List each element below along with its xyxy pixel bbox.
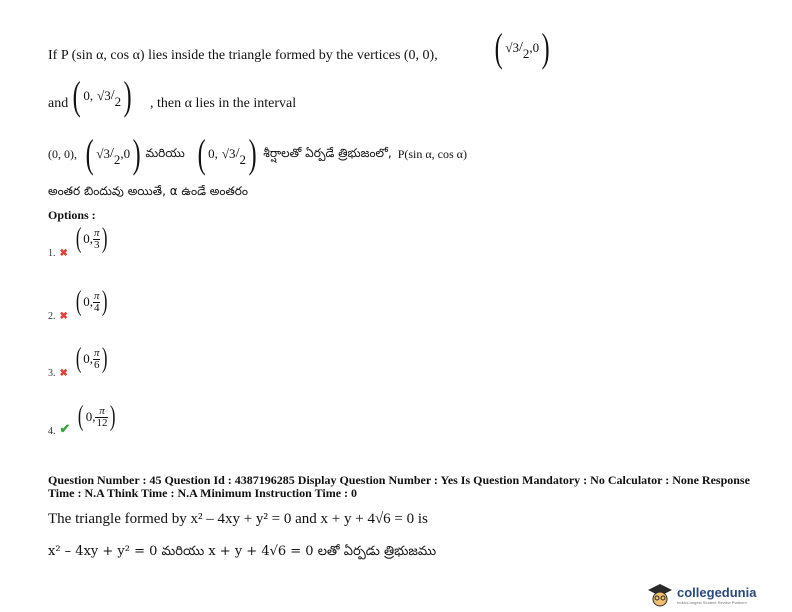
- left-paren: (: [197, 131, 206, 176]
- logo-mascot-icon: [646, 582, 674, 608]
- option-prefix: 0,: [83, 231, 93, 246]
- q1-line1: [48, 48, 438, 64]
- question-meta-line1: Question Number : 45 Question Id : 4387196285 Display Question Number : Yes Is Question Mandatory : No Calculator : None Response: [48, 473, 750, 487]
- q2-telugu: x² – 4xy + y² = 0 మరియు x + y + 4√6 = 0 లతో ఏర్పడు త్రిభుజము: [48, 544, 437, 559]
- q1-line2-tail: , then α lies in the interval: [150, 96, 297, 111]
- options-label: Options :: [48, 208, 96, 222]
- q1-telugu-line2: అంతర బిందువు అయితే, α ఉండే అంతరం: [48, 184, 248, 198]
- q1-telugu-line1: (0, 0), ( √3 / 2 ,0 ) మరియు ( 0, √3 / 2 ) శీర్షాలతో ఏర్పడే త్రిభుజంలో, P(sin α, cos α): [48, 131, 467, 176]
- left-paren: (: [72, 73, 81, 118]
- right-paren: ): [248, 131, 257, 176]
- check-icon: ✔: [59, 421, 71, 436]
- vertex2-tail: ,0: [529, 40, 540, 55]
- option-expression: ( 0, $\frac{\pi}{12}$ ): [78, 401, 116, 432]
- option-number: 2.: [48, 311, 56, 322]
- te-start: (0, 0),: [48, 146, 77, 161]
- q1-and: and: [48, 96, 69, 111]
- collegedunia-logo: [646, 582, 756, 608]
- q1-vertex3: ( 0, √3 / 2 ): [72, 73, 132, 118]
- te-v2-den: 2: [113, 152, 121, 167]
- right-paren: ): [132, 131, 141, 176]
- right-paren: ): [123, 73, 132, 118]
- q1-vertex2: ( √3 / 2 ,0 ): [494, 25, 550, 70]
- vertex3-sqrt: √3: [97, 88, 111, 103]
- cross-icon: ✖: [59, 248, 68, 259]
- te-v2-sqrt: √3: [96, 146, 110, 161]
- option-3[interactable]: [48, 342, 110, 379]
- option-number: 1.: [48, 248, 56, 259]
- te-mariyu: మరియు: [145, 145, 185, 160]
- option-number: 3.: [48, 368, 56, 379]
- logo-tagline: India's largest Student Review Platform: [677, 600, 747, 605]
- te-end: P(sin α, cos α): [397, 146, 467, 161]
- cross-icon: ✖: [59, 368, 68, 379]
- option-expression: ( 0, $\frac{\pi}{6}$ ): [75, 343, 108, 374]
- left-paren: (: [494, 25, 503, 70]
- option-4[interactable]: [48, 400, 118, 437]
- option-number: 4.: [48, 426, 56, 437]
- question-meta-line2: Time : N.A Think Time : N.A Minimum Instruction Time : 0: [48, 486, 358, 500]
- vertex3-head: 0,: [83, 88, 94, 103]
- vertex2-sqrt: √3: [505, 40, 519, 55]
- right-paren: ): [541, 25, 550, 70]
- option-1[interactable]: [48, 222, 110, 259]
- te-v3-den: 2: [239, 152, 246, 167]
- te-v3-sqrt: √3: [221, 146, 236, 161]
- q1-line1-text: If P (sin α, cos α) lies inside the triangle formed by the vertices (0, 0),: [48, 48, 438, 63]
- vertex2-den: 2: [522, 46, 530, 61]
- left-paren: (: [85, 131, 94, 176]
- option-expression: ( 0, $\frac{\pi}{4}$ ): [75, 286, 108, 317]
- option-prefix: 0,: [83, 351, 93, 366]
- te-mid: శీర్షాలతో ఏర్పడే త్రిభుజంలో,: [263, 145, 392, 160]
- te-v3-head: 0,: [208, 146, 218, 161]
- te-v2-tail: ,0: [120, 146, 131, 161]
- option-expression: ( 0, $\frac{\pi}{3}$ ): [75, 223, 108, 254]
- vertex3-den: 2: [114, 94, 122, 109]
- option-prefix: 0,: [83, 294, 93, 309]
- cross-icon: ✖: [59, 311, 68, 322]
- q2-english: The triangle formed by x² – 4xy + y² = 0 and x + y + 4√6 = 0 is: [48, 511, 428, 527]
- option-2[interactable]: [48, 285, 110, 322]
- logo-name: collegedunia: [677, 585, 757, 600]
- option-prefix: 0,: [85, 409, 96, 424]
